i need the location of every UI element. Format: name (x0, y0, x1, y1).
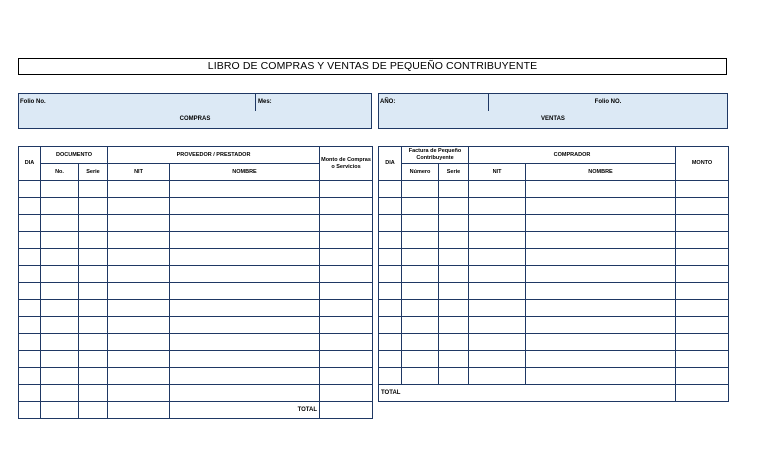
table-row (379, 317, 729, 334)
table-cell (526, 283, 676, 300)
table-cell (41, 232, 79, 249)
table-cell (170, 334, 320, 351)
table-cell (402, 232, 439, 249)
table-cell (320, 351, 373, 368)
table-cell (170, 232, 320, 249)
table-cell (379, 334, 402, 351)
ventas-total-label: TOTAL (379, 385, 676, 402)
table-cell (108, 283, 170, 300)
table-cell (108, 266, 170, 283)
table-row (379, 266, 729, 283)
table-cell (170, 385, 320, 402)
table-cell (79, 283, 108, 300)
table-cell (108, 300, 170, 317)
table-cell (19, 215, 41, 232)
table-row (19, 300, 373, 317)
table-cell (108, 351, 170, 368)
table-cell (320, 385, 373, 402)
factura-header: Factura de Pequeño Contribuyente (402, 147, 469, 164)
table-cell (41, 351, 79, 368)
table-cell (320, 181, 373, 198)
table-cell (469, 334, 526, 351)
table-cell (526, 368, 676, 385)
table-cell (41, 215, 79, 232)
table-cell (676, 266, 729, 283)
table-cell (170, 351, 320, 368)
table-cell (19, 181, 41, 198)
table-cell (526, 266, 676, 283)
table-cell (320, 300, 373, 317)
table-cell (526, 334, 676, 351)
page-title: LIBRO DE COMPRAS Y VENTAS DE PEQUEÑO CONTRIBUYENTE (18, 58, 727, 75)
table-cell (170, 249, 320, 266)
monto-compras-header: Monto de Compras o Servicios (320, 147, 373, 181)
table-cell (676, 283, 729, 300)
mes-label: Mes: (258, 99, 272, 105)
table-cell (379, 351, 402, 368)
proveedor-header: PROVEEDOR / PRESTADOR (108, 147, 320, 164)
table-cell (170, 300, 320, 317)
table-cell (41, 283, 79, 300)
factura-serie-header: Serie (439, 164, 469, 181)
ventas-nit-header: NIT (469, 164, 526, 181)
table-cell (79, 232, 108, 249)
table-cell (108, 232, 170, 249)
table-cell (320, 198, 373, 215)
table-cell (402, 215, 439, 232)
table-row (19, 266, 373, 283)
table-cell (108, 249, 170, 266)
table-row (19, 385, 373, 402)
table-cell (79, 317, 108, 334)
table-cell (379, 198, 402, 215)
table-cell (19, 351, 41, 368)
table-cell (108, 368, 170, 385)
table-cell (469, 198, 526, 215)
ventas-folio-label: Folio NO. (594, 99, 622, 105)
table-cell (526, 351, 676, 368)
table-cell (379, 181, 402, 198)
factura-numero-header: Número (402, 164, 439, 181)
table-cell (439, 317, 469, 334)
table-cell (379, 368, 402, 385)
table-cell (19, 198, 41, 215)
table-cell (526, 300, 676, 317)
ventas-table (378, 146, 729, 402)
table-row (379, 232, 729, 249)
ventas-monto-header: MONTO (676, 147, 729, 181)
table-cell (108, 385, 170, 402)
documento-no-header: No. (41, 164, 79, 181)
table-cell (19, 232, 41, 249)
table-cell (41, 317, 79, 334)
table-cell (676, 181, 729, 198)
table-cell (41, 249, 79, 266)
table-cell (19, 368, 41, 385)
table-cell (402, 317, 439, 334)
table-cell (526, 198, 676, 215)
table-cell (469, 300, 526, 317)
table-cell (170, 266, 320, 283)
table-cell (469, 368, 526, 385)
table-cell (676, 368, 729, 385)
table-cell (439, 249, 469, 266)
compras-band: COMPRAS (18, 111, 372, 129)
table-row (379, 351, 729, 368)
table-cell (379, 266, 402, 283)
table-cell (676, 215, 729, 232)
table-cell (676, 351, 729, 368)
table-cell (379, 300, 402, 317)
table-cell (170, 368, 320, 385)
table-row (379, 249, 729, 266)
table-cell (170, 215, 320, 232)
table-cell (469, 181, 526, 198)
table-cell (676, 317, 729, 334)
table-cell (19, 385, 41, 402)
table-cell (526, 249, 676, 266)
table-cell (41, 198, 79, 215)
table-cell (439, 215, 469, 232)
table-cell (79, 215, 108, 232)
table-cell (170, 198, 320, 215)
table-cell (79, 249, 108, 266)
table-cell (402, 300, 439, 317)
compras-nombre-header: NOMBRE (170, 164, 320, 181)
table-cell (469, 266, 526, 283)
table-cell (320, 368, 373, 385)
compras-header-bar (18, 93, 372, 112)
table-cell (402, 266, 439, 283)
table-cell (379, 249, 402, 266)
ventas-dia-header: DIA (379, 147, 402, 181)
documento-serie-header: Serie (79, 164, 108, 181)
table-cell (379, 215, 402, 232)
table-cell (19, 300, 41, 317)
table-cell (469, 215, 526, 232)
table-cell (41, 266, 79, 283)
table-cell (320, 232, 373, 249)
ventas-band: VENTAS (378, 111, 728, 129)
table-cell (379, 283, 402, 300)
documento-header: DOCUMENTO (41, 147, 108, 164)
table-cell (19, 283, 41, 300)
table-cell (379, 232, 402, 249)
table-cell (469, 317, 526, 334)
compras-dia-header: DIA (19, 147, 41, 181)
table-cell (108, 215, 170, 232)
table-cell (526, 232, 676, 249)
compras-nit-header: NIT (108, 164, 170, 181)
table-row (19, 351, 373, 368)
table-cell (19, 266, 41, 283)
table-cell (439, 283, 469, 300)
table-row (379, 368, 729, 385)
table-cell (402, 351, 439, 368)
table-cell (676, 198, 729, 215)
table-row (19, 368, 373, 385)
ventas-nombre-header: NOMBRE (526, 164, 676, 181)
table-cell (79, 334, 108, 351)
table-cell (79, 368, 108, 385)
table-cell (469, 283, 526, 300)
table-row (379, 334, 729, 351)
comprador-header: COMPRADOR (469, 147, 676, 164)
table-row (19, 249, 373, 266)
table-cell (439, 198, 469, 215)
compras-total-value (320, 402, 373, 419)
table-cell (439, 368, 469, 385)
table-cell (41, 368, 79, 385)
table-cell (108, 334, 170, 351)
table-cell (41, 334, 79, 351)
table-cell (79, 385, 108, 402)
table-row (379, 198, 729, 215)
table-cell (402, 181, 439, 198)
table-cell (469, 249, 526, 266)
table-cell (41, 181, 79, 198)
table-cell (320, 266, 373, 283)
table-cell (676, 300, 729, 317)
table-row (19, 317, 373, 334)
table-cell (41, 300, 79, 317)
table-cell (108, 181, 170, 198)
table-cell (439, 351, 469, 368)
table-row (379, 300, 729, 317)
table-row (19, 283, 373, 300)
table-cell (402, 368, 439, 385)
table-cell (526, 317, 676, 334)
table-cell (170, 181, 320, 198)
table-cell (79, 266, 108, 283)
table-cell (676, 334, 729, 351)
table-cell (402, 198, 439, 215)
table-row (19, 215, 373, 232)
table-row (379, 215, 729, 232)
table-cell (19, 334, 41, 351)
table-cell (676, 232, 729, 249)
compras-total-label: TOTAL (170, 402, 320, 419)
table-cell (402, 283, 439, 300)
table-cell (439, 232, 469, 249)
table-cell (320, 317, 373, 334)
table-cell (41, 385, 79, 402)
table-cell (402, 334, 439, 351)
anio-label: AÑO: (380, 94, 489, 111)
table-row (19, 198, 373, 215)
table-cell (108, 198, 170, 215)
table-cell (469, 232, 526, 249)
table-row (19, 232, 373, 249)
table-cell (439, 266, 469, 283)
table-row (19, 181, 373, 198)
folio-label: Folio No. (20, 94, 256, 111)
table-cell (108, 317, 170, 334)
table-cell (676, 249, 729, 266)
table-cell (379, 317, 402, 334)
table-cell (439, 334, 469, 351)
table-cell (439, 300, 469, 317)
table-row (379, 283, 729, 300)
table-cell (19, 317, 41, 334)
table-cell (320, 249, 373, 266)
table-cell (402, 249, 439, 266)
table-cell (79, 181, 108, 198)
ventas-header-bar (378, 93, 728, 112)
table-cell (439, 181, 469, 198)
table-cell (170, 283, 320, 300)
table-row (379, 181, 729, 198)
table-cell (19, 249, 41, 266)
table-cell (79, 300, 108, 317)
compras-table (18, 146, 373, 419)
table-cell (469, 351, 526, 368)
ventas-total-value (676, 385, 729, 402)
table-cell (526, 215, 676, 232)
table-cell (320, 215, 373, 232)
ventas-total-row (379, 385, 729, 402)
table-cell (526, 181, 676, 198)
compras-total-row (19, 402, 373, 419)
table-cell (320, 283, 373, 300)
table-cell (320, 334, 373, 351)
table-cell (170, 317, 320, 334)
table-cell (79, 198, 108, 215)
table-cell (79, 351, 108, 368)
table-row (19, 334, 373, 351)
